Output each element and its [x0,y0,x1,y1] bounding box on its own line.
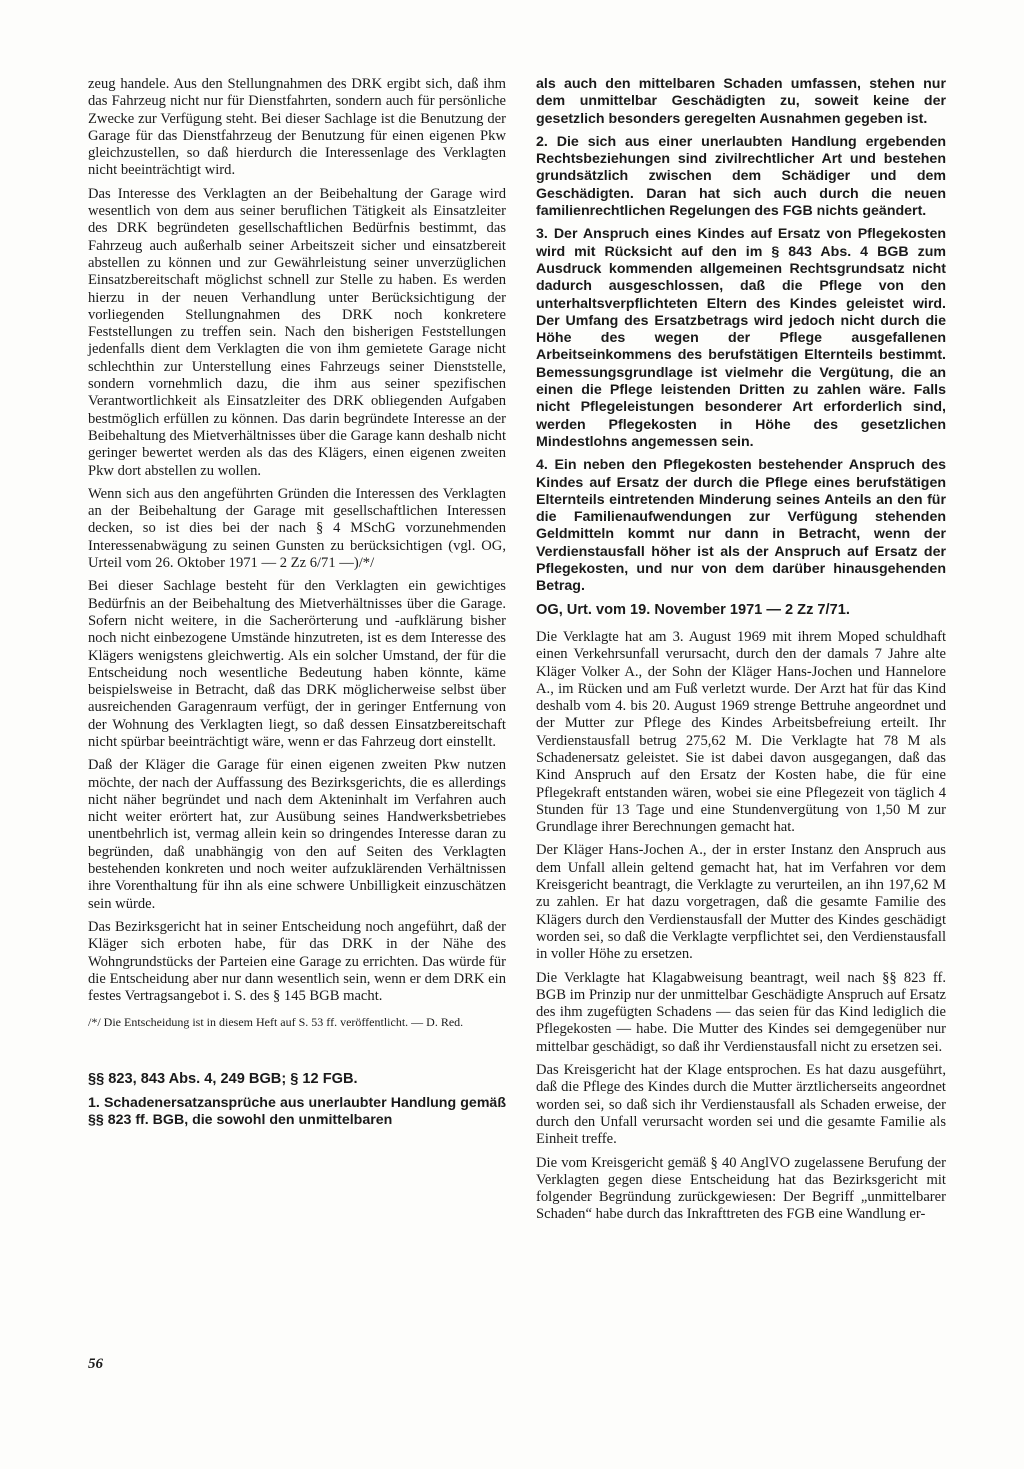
body-paragraph: Das Kreisgericht hat der Klage entsprochen. Es hat dazu ausgeführt, daß die Pflege des Kindes durch die Mutter ärztlicherseits angeordnet worden sei, so daß sich ihr Verdienstausfall als Schaden erweise, der durch den Unfall verursacht worden sei und die gesamte Familie als Einheit treffe. [536,1062,946,1148]
headnote-2: 2. Die sich aus einer unerlaubten Handlung ergebenden Rechtsbeziehungen sind zivilrechtlicher Art und bestehen grundsätzlich zwischen dem Schädiger und dem Geschädigten. Daran hat sich auch durch die neuen familienrechtlichen Regelungen des FGB nichts geändert. [536,133,946,220]
headnote-1-start: 1. Schadenersatzansprüche aus unerlaubter Handlung gemäß §§ 823 ff. BGB, die sowohl den unmittelbaren [88,1094,506,1129]
headnote-4: 4. Ein neben den Pflegekosten bestehender Anspruch des Kindes auf Ersatz der durch die Pflege eines berufstätigen Elternteils eintretenden Minderung seines Anteils an den für die Familienaufwendungen zur Verfügung stehenden Geldmitteln kommt nur dann in Betracht, wenn der Verdienstausfall höher ist als der Anspruch auf Ersatz der Pflegekosten, und nur von dem darüber hinausgehenden Betrag. [536,457,946,595]
body-paragraph: zeug handele. Aus den Stellungnahmen des DRK ergibt sich, daß ihm das Fahrzeug nicht nur für Dienstfahrten, sondern auch für persönliche Zwecke zur Verfügung steht. Bei dieser Sachlage ist die Benutzung der Garage für das Dienstfahrzeug der Benutzung für einen eigenen Pkw gleichzustellen, so daß hierdurch die Interessenlage des Verklagten nicht beeinträchtigt wird. [88,76,506,179]
body-paragraph: Die vom Kreisgericht gemäß § 40 AnglVO zugelassene Berufung der Verklagten gegen diese Entscheidung hat das Bezirksgericht mit folgender Begründung zurückgewiesen: Der Begriff „unmittelbarer Schaden“ habe durch das Inkrafttreten des FGB eine Wandlung er- [536,1154,946,1223]
body-paragraph: Bei dieser Sachlage besteht für den Verklagten ein gewichtiges Bedürfnis an der Beibehaltung des Mietverhältnisses über die Garage. Sofern nicht weitere, in die Sacherörterung und -aufklärung bisher noch nicht einbezogene Umstände hinzutreten, ist es dem Interesse des Klägers wenigstens gleichwertig. Als ein solcher Umstand, der für die Entscheidung noch wesentliche Bedeutung haben könnte, käme beispielsweise in Betracht, daß das DRK möglicherweise selbst über ausreichenden Garagenraum verfügt, der in geringer Entfernung von der Wohnung des Verklagten liegt, so daß dessen Einsatzbereitschaft nicht spürbar beeinträchtigt wäre, wenn er das Fahrzeug dort einstellt. [88,578,506,750]
body-paragraph: Wenn sich aus den angeführten Gründen die Interessen des Verklagten an der Beibehaltung der Garage mit gesellschaftlichen Interessen decken, so ist dies bei der nach § 4 MSchG vorzunehmenden Interessenabwägung zu seinen Gunsten zu berücksichtigen (vgl. OG, Urteil vom 26. Oktober 1971 — 2 Zz 6/71 —)/*/ [88,485,506,572]
court-citation: OG, Urt. vom 19. November 1971 — 2 Zz 7/71. [536,601,850,618]
left-column [88,76,506,1135]
body-paragraph: Das Interesse des Verklagten an der Beibehaltung der Garage wird wesentlich von dem aus seiner beruflichen Tätigkeit als Einsatzleiter des DRK begründeten gesellschaftlichen Bedürfnis bestimmt, das Fahrzeug auch außerhalb seiner Arbeitszeit sicher und einsatzbereit abstellen zu können und zur Gewährleistung seiner unverzüglichen Einsatzbereitschaft möglichst schnell zur Stelle zu haben. Es werden hierzu in der neuen Verhandlung unter Berücksichtigung der vorliegenden Stellungnahmen des DRK noch konkretere Feststellungen zu treffen sein. Nach den bisherigen Feststellungen jedenfalls dient dem Verklagten die von ihm gemietete Garage nicht schlechthin zur Unterstellung eines Fahrzeugs seiner Dienststelle, sondern vornehmlich dazu, die ihm aus seiner spezifischen Verantwortlichkeit als Einsatzleiter des DRK obliegenden Aufgaben bestmöglich erfüllen zu können. Das darin begründete Interesse an der Beibehaltung des Mietverhältnisses über die Garage kann deshalb nicht geringer bewertet werden als das des Klägers, einen eigenen zweiten Pkw dort abstellen zu wollen. [88,185,506,479]
right-column [536,76,946,1230]
footnote: /*/ Die Entscheidung ist in diesem Heft auf S. 53 ff. veröffentlicht. — D. Red. [88,1015,464,1030]
body-paragraph: Das Bezirksgericht hat in seiner Entscheidung noch angeführt, daß der Kläger sich erboten habe, für das DRK in der Nähe des Wohngrundstücks der Parteien eine Garage zu errichten. Das würde für die Entscheidung aber nur dann wesentlich sein, wenn er dem DRK ein festes Vertragsangebot i. S. des § 145 BGB macht. [88,918,506,1005]
body-paragraph: Der Kläger Hans-Jochen A., der in erster Instanz den Anspruch aus dem Unfall allein geltend gemacht hat, hat im Verfahren vor dem Kreisgericht beantragt, die Verklagte zu verurteilen, an ihn 197,62 M zu zahlen. Er hat dazu vorgetragen, daß die gesamte Familie des Klägers durch den Verdienstausfall der Mutter des Kindes geschädigt worden sei, so daß die Verklagte verpflichtet sei, den Verdienstausfall in voller Höhe zu ersetzen. [536,842,946,963]
headnote-1-continued: als auch den mittelbaren Schaden umfassen, stehen nur dem unmittelbar Geschädigten zu, soweit keine der gesetzlich besonders geregelten Ausnahmen gegeben ist. [536,76,946,127]
body-paragraph: Daß der Kläger die Garage für einen eigenen zweiten Pkw nutzen möchte, der nach der Auffassung des Bezirksgerichts, die es allerdings nicht näher begründet und nach dem Akteninhalt im Verfahren auch nicht weiter erörtert hat, zur Ausübung seines Handwerksbetriebes unentbehrlich ist, vermag allein kein so dringendes Interesse daran zu begründen, daß unabhängig von den auf Seiten des Verklagten bestehenden konkreten und noch weiter aufzuklärenden Verhältnissen ihre Vorenthaltung für ihn als eine schwere Unbilligkeit einzuschätzen sein würde. [88,757,506,912]
page-number: 56 [88,1356,103,1372]
section-heading: §§ 823, 843 Abs. 4, 249 BGB; § 12 FGB. [88,1071,358,1088]
body-paragraph: Die Verklagte hat am 3. August 1969 mit ihrem Moped schuldhaft einen Verkehrsunfall verursacht, durch den der damals 7 Jahre alte Kläger Volker A., der Sohn der Kläger Hans-Jochen und Hannelore A., im Rücken und am Fuß verletzt wurde. Der Arzt hat für das Kind deshalb vom 4. bis 20. August 1969 strenge Bettruhe angeordnet und der Mutter zur Pflege des Kindes Arbeitsbefreiung erteilt. Ihr Verdienstausfall betrug 275,62 M. Die Verklagte hat 78 M als Schadenersatz geleistet. Sie ist dabei davon ausgegangen, daß das Kind Anspruch auf den Ersatz der Kosten habe, die für eine Pflegekraft entstanden wären, wobei sie eine Pflegezeit von täglich 4 Stunden für 13 Tage und eine Stundenvergütung von 1,50 M zur Grundlage ihrer Berechnungen gemacht hat. [536,628,946,836]
body-paragraph: Die Verklagte hat Klagabweisung beantragt, weil nach §§ 823 ff. BGB im Prinzip nur der unmittelbar Geschädigte Anspruch auf Ersatz des ihm zugefügten Schadens — das seien für das Kind lediglich die Pflegekosten — habe. Die Mutter des Kindes sei demgegenüber nur mittelbar geschädigt, so daß ihr Verdienstausfall nicht zu ersetzen sei. [536,969,946,1055]
headnote-3: 3. Der Anspruch eines Kindes auf Ersatz von Pflegekosten wird mit Rücksicht auf den im § 843 Abs. 4 BGB zum Ausdruck kommenden allgemeinen Rechtsgrundsatz nicht dadurch ausgeschlossen, daß die Pflege von den unterhaltsverpflichteten Eltern des Kindes geleistet wird. Der Umfang des Ersatzbetrags wird jedoch nicht durch die Höhe des wegen der Pflege ausgefallenen Arbeitseinkommens des berufstätigen Elternteils bestimmt. Bemessungsgrundlage ist vielmehr die Vergütung, die an einen die Pflege leistenden Dritten zu zahlen wäre. Falls nicht Pflegeleistungen besonderer Art erforderlich sind, werden Pflegekosten in Höhe des gesetzlichen Mindestlohns angemessen sein. [536,226,946,450]
headnotes [536,76,946,596]
